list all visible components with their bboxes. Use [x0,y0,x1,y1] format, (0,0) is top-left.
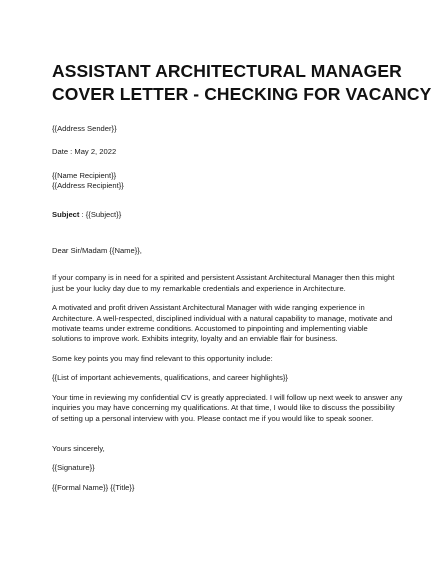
name-recipient: {{Name Recipient}} [52,170,117,180]
signature: {{Signature}} [52,463,95,473]
paragraph-line: of setting up a personal interview with you. Please contact me if you would like to speak sooner. [52,413,374,423]
paragraph-line: Architecture. A well-respected, disciplined individual with a natural capability to manage, motivate and [52,313,393,323]
paragraph-line: Your time in reviewing my confidential CV is greatly appreciated. I will follow up next week to answer any [52,392,403,402]
paragraph-closing [52,392,403,424]
paragraph-highlights: {{List of important achievements, qualifications, and career highlights}} [52,373,288,383]
paragraph-intro [52,273,395,294]
salutation: Dear Sir/Madam {{Name}}, [52,246,142,256]
paragraph-line: just be your lucky day due to my remarkable credentials and experience in Architecture. [52,283,346,293]
address-sender: {{Address Sender}} [52,124,117,133]
paragraph-line: motivate teams under extreme conditions. Accustomed to pinpointing and implementing viable [52,324,368,334]
title-line-2: COVER LETTER - CHECKING FOR VACANCY [52,84,432,104]
subject-value: : {{Subject}} [79,209,122,219]
title-line-1: ASSISTANT ARCHITECTURAL MANAGER [52,61,402,81]
address-recipient: {{Address Recipient}} [52,181,124,191]
letter-body [52,124,403,493]
paragraph-line: solutions to improve work. Exhibits integrity, loyalty and an enviable flair for business. [52,334,338,344]
subject-line [52,210,388,220]
paragraph-line: inquiries you may have concerning my qualifications. At that time, I would like to discuss the possibility [52,403,395,413]
subject-label: Subject [52,209,80,219]
paragraph-profile [52,303,393,345]
paragraph-line: A motivated and profit driven Assistant Architectural Manager with wide ranging experience in [52,303,365,313]
closing: Yours sincerely, [52,443,105,453]
paragraph-key-points: Some key points you may find relevant to this opportunity include: [52,353,273,363]
document-title [52,0,432,106]
formal-name: {{Formal Name}} {{Title}} [52,482,135,492]
letter-date: Date : May 2, 2022 [52,147,117,157]
paragraph-line: If your company is in need for a spirited and persistent Assistant Architectural Manager then this might [52,273,395,283]
